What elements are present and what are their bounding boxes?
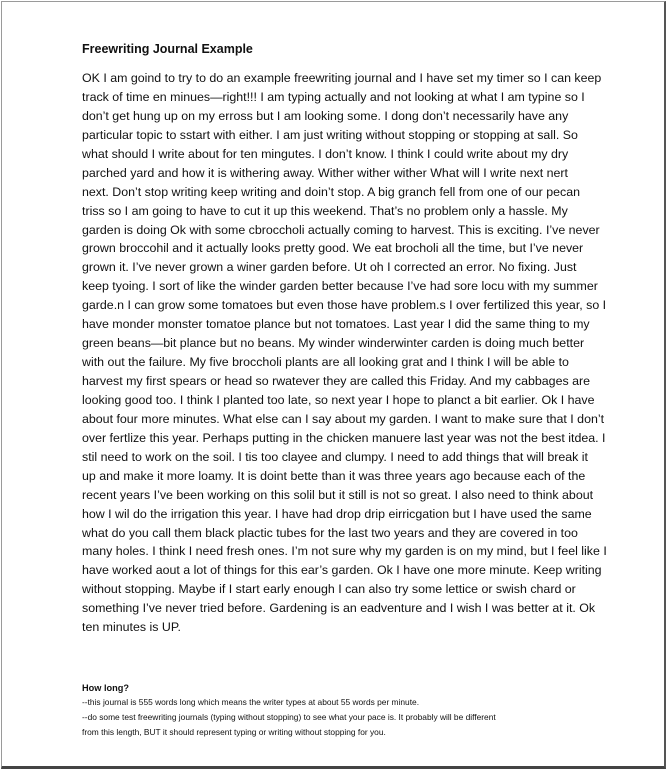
footer-line: --this journal is 555 words long which means the writer types at about 55 words per minute.	[82, 697, 420, 707]
journal-body	[82, 69, 622, 637]
body-line: have monder monster tomatoe plance but not tomatoes. Last year I did the same thing to my	[82, 317, 590, 332]
body-line: up and make it more loamy. It is doint bette than it was three years ago because each of the	[82, 468, 586, 483]
body-line: track of time en minues—right!!! I am typing actually and not looking at what I am typine so I	[82, 89, 585, 104]
document-title: Freewriting Journal Example	[82, 42, 253, 56]
body-line: over fertlize this year. Perhaps putting in the chicken manuere last year was not the best itdea. I	[82, 430, 606, 445]
body-line: grown it. I’ve never grown a winer garden before. Ut oh I corrected an error. No fixing. Just	[82, 260, 577, 275]
document-page	[1, 1, 666, 769]
body-line: something I’ve never tried before. Gardening is an eadventure and I wish I was better at it. Ok	[82, 601, 596, 616]
body-line: what do you call them black plactic tubes for the last two years and they are covered in too	[82, 525, 578, 540]
body-line: grown broccohil and it actually looks pretty good. We eat brocholi all the time, but I’ve never	[82, 241, 584, 256]
body-line: parched yard and how it is withering away. Wither wither wither What will I write next nert	[82, 165, 568, 180]
footer-heading: How long?	[82, 683, 129, 693]
body-line: next. Don’t stop writing keep writing and doin’t stop. A big granch fell from one of our pecan	[82, 184, 580, 199]
body-line: keep tyoing. I sort of like the winder garden better because I’ve had sore locu with my summer	[82, 279, 598, 294]
body-line: stil need to work on the soil. I tis too clayee and clumpy. I need to add things that will break it	[82, 449, 588, 464]
body-line: green beans—bit plance but no beans. My winder winderwinter carden is doing much better	[82, 336, 585, 351]
body-line: how I wil do the irrigation this year. I have had drop drip eirricgation but I have used the same	[82, 506, 592, 521]
body-line: looking good too. I think I planted too late, so next year I hope to planct a bit earlier. Ok I have	[82, 392, 595, 407]
body-line: without stopping. Maybe if I start early enough I can also try some lettice or swish chard or	[82, 582, 576, 597]
body-line: harvest my first spears or head so rwatever they are called this Friday. And my cabbages are	[82, 374, 591, 388]
body-line: many holes. I think I need fresh ones. I’m not sure why my garden is on my mind, but I feel like I	[82, 544, 607, 559]
footer-line: --do some test freewriting journals (typing without stopping) to see what your pace is. It probably will be different	[82, 712, 496, 722]
body-line: triss so I am going to have to cut it up this weekend. That’s no problem only a hassle. My	[82, 203, 568, 218]
body-line: with out the failure. My five broccholi plants are all looking grat and I think I will be able to	[82, 355, 569, 370]
body-line: have worked aout a lot of things for this ear’s garden. Ok I have one more minute. Keep writing	[82, 563, 602, 578]
body-line: about four more minutes. What else can I say about my garden. I want to make sure that I don’t	[82, 411, 605, 426]
body-line: particular topic to sstart with either. I am just writing without stopping or stopping at sall. So	[82, 127, 578, 142]
body-line: don’t get hung up on my erross but I am looking some. I dong don’t necessarily have any	[82, 108, 569, 123]
body-line: garden is doing Ok with some cbroccholi actually coming to harvest. This is exciting. I’ve never	[82, 222, 600, 237]
body-line: OK I am goind to try to do an example freewriting journal and I have set my timer so I can keep	[82, 71, 602, 85]
body-line: what should I write about for ten mingutes. I don’t know. I think I could write about my dry	[82, 146, 569, 161]
footer-line: from this length, BUT it should represent typing or writing without stopping for you.	[82, 727, 386, 737]
body-line: garde.n I can grow some tomatoes but even those have problem.s I over fertilized this year, so I	[82, 298, 607, 313]
footer-notes	[82, 682, 642, 740]
body-line: ten minutes is UP.	[82, 620, 181, 635]
body-line: recent years I’ve been working on this solil but it still is not so great. I also need to think about	[82, 487, 594, 502]
